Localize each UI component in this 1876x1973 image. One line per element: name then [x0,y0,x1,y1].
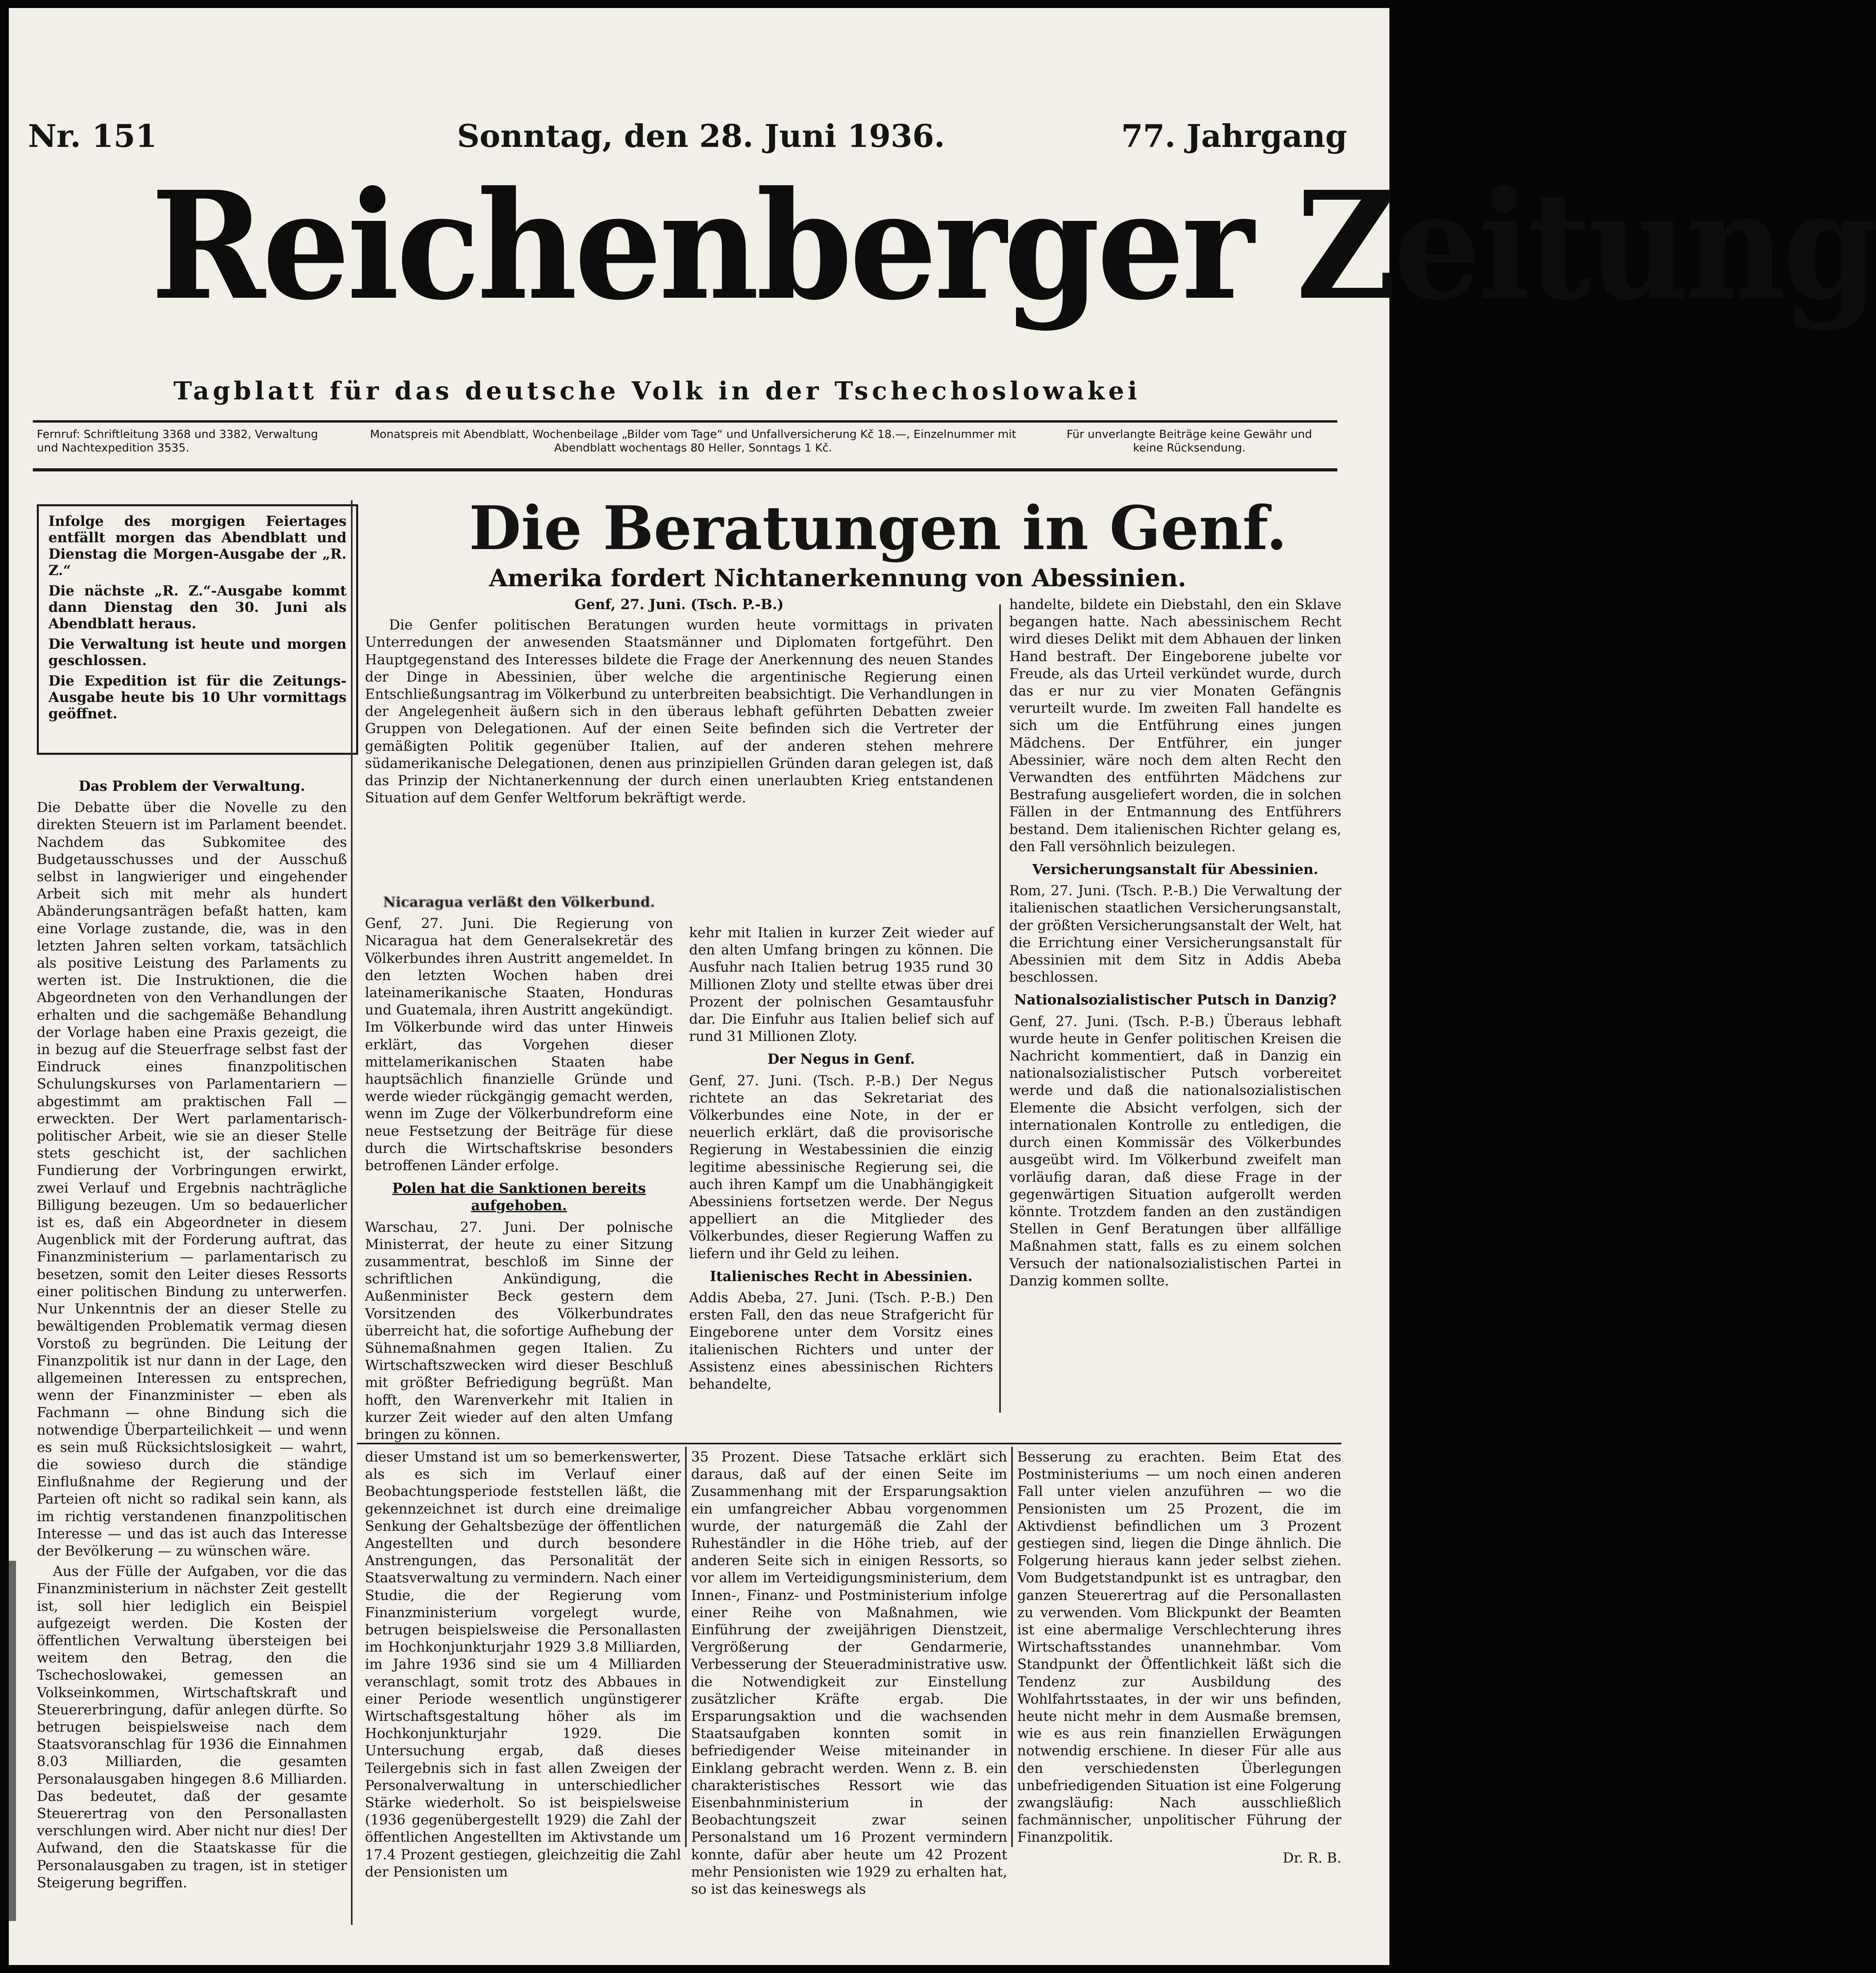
issue-date: Sonntag, den 28. Juni 1936. [457,118,945,154]
section-rule [357,1443,1341,1444]
abyssinia-law-text: handelte, bildete ein Diebstahl, den ein Sklave begangen hatte. Nach abessinischem Recht wird dieses Delikt mit dem Abhauen der linken Hand bestraft. Der Eingeborene jubelte vor Freude, als das Urteil verkündet wurde, durch das er nur zu vier Monaten Gefängnis verurteilt wurde. Im zweiten Fall handelte es sich um die Entführung eines jungen Mädchens. Der Entführer, ein junger Abessinier, wäre noch dem alten Recht den Verwandten des entführten Mädchens zur Bestrafung ausgeliefert worden, die in solchen Fällen in der Entmannung des Entführers bestand. Dem italienischen Richter gelang es, den Fall versöhnlich beizulegen. [1009,597,1341,855]
bottom-column-3 [1017,1449,1341,1866]
main-subheadline: Amerika fordert Nichtanerkennung von Abessinien. [489,564,1187,592]
subheading-poland: Polen hat die Sanktionen bereits aufgehoben. [392,1181,646,1214]
lead-paragraph: Die Genfer politischen Beratungen wurden heute vormittags in privaten Unterredungen der anwesenden Staatsmänner und Diplomaten fortgeführt. Den Hauptgegenstand des Interesses bildete die Frage der Anerkennung des neuen Standes der Dinge in Abessinien, über welche die argentinische Regierung einen Entschließungsantrag im Völkerbund zu unterbreiten beabsichtigt. Die Verhandlungen in der Angelegenheit äußern sich in den überaus lebhaft geführten Debatten zweier Gruppen von Delegationen. Auf der einen Seite befinden sich die Vertreter der gemäßigten Politik gegenüber Italien, auf der anderen stehen mehrere südamerikanische Delegationen, denen aus prinzipiellen Gründen daran gelegen ist, daß das Prinzip der Nichtanerkennung der durch einen unerlaubten Krieg entstandenen Situation auf dem Genfer Weltforum bekräftigt werde. [365,617,993,806]
main-lead [365,596,993,884]
bottom-text-1: dieser Umstand ist um so bemerkenswerter, als es sich im Verlauf einer Beobachtungsperiode feststellen läßt, die gekennzeichnet ist durch eine dreimalige Senkung der Gehaltsbezüge der öffentlichen Angestellten und durch besondere Anstrengungen, das Personalität der Staatsverwaltung zu vermindern. Nach einer Studie, die der Regierung vom Finanzministerium vorgelegt wurde, betrugen beispielsweise die Personallasten im Hochkonjunkturjahr 1929 3.8 Milliarden, im Jahre 1936 sind sie um 4 Milliarden veranschlagt, somit trotz des Abbaues in einer Periode wesentlich ungünstigerer Wirtschaftsgestaltung höher als im Hochkonjunkturjahr 1929. Die Untersuchung ergab, daß dieses Teilergebnis sich in fast allen Zweigen der Personalverwaltung in unterschiedlicher Stärke wiederholt. So ist beispielsweise (1936 gegenübergestellt 1929) die Zahl der öffentlichen Angestellten im Aktivstande um 17.4 Prozent gestiegen, gleichzeitig die Zahl der Pensionisten um [365,1449,681,1880]
notice-text-4: Die Expedition ist für die Zeitungs-Ausgabe heute bis 10 Uhr vormittags geöffnet. [48,673,347,722]
rule-bottom [33,468,1337,471]
main-column-b [689,924,993,1441]
disclaimer-info: Für unverlangte Beiträge keine Gewähr und keine Rücksendung. [1066,427,1312,454]
notice-text-1: Infolge des morgigen Feiertages entfällt morgen das Abendblatt und Dienstag die Morgen-Ausgabe der „R. Z.“ [48,513,347,579]
issue-number: Nr. 151 [28,118,157,154]
dateline: Genf, 27. Juni. (Tsch. P.-B.) [574,597,784,613]
bottom-column-1 [365,1449,681,1880]
scan-edge [0,1561,16,1921]
column-rule [1011,1447,1013,1847]
phone-info: Fernruf: Schriftleitung 3368 und 3382, Verwaltung und Nachtexpedition 3535. [37,427,318,454]
newspaper-title: Reichenberger Zeitung [151,159,1876,333]
left-article-paragraph: Aus der Fülle der Aufgaben, vor die das Finanzministerium in nächster Zeit gestellt ist, soll hier lediglich ein Beispiel aufgezeigt werden. Die Kosten der öffentlichen Verwaltung übersteigen bei weitem den Betrag, den die Tschechoslowakei, gemessen an Volkseinkommen, Wirtschaftskraft und Steuererbringung, dafür anlegen dürfte. So betrugen beispielsweise nach dem Staatsvoranschlag für 1936 die Einnahmen 8.03 Milliarden, die gesamten Personalausgaben hingegen 8.6 Milliarden. Das bedeutet, daß der gesamte Steuerertrag von den Personallasten verschlungen wird. Aber nicht nur dies! Der Aufwand, den die Staatskasse für die Personalausgaben zu tragen, ist in stetiger Steigerung begriffen. [37,1564,347,1891]
left-article [37,772,347,1891]
subheading-nicaragua: Nicaragua verläßt den Völkerbund. [383,894,655,910]
left-article-paragraph: Die Debatte über die Novelle zu den direkten Steuern ist im Parlament beendet. Nachdem das Subkomitee des Budgetausschusses und der Ausschuß selbst in langwieriger und eingehender Arbeit sich mit mehr als hundert Abänderungsanträgen befaßt hatten, kam eine Vorlage zustande, die, was in den letzten Jahren selten vorkam, tatsächlich als positive Leistung des Parlaments zu werten ist. Die Instruktionen, die die Abgeordneten von den Verhandlungen der erhalten und die sachgemäße Behandlung der Vorlage haben eine Praxis gezeigt, die in bezug auf die Steuerfrage selbst fast der Eindruck eines finanzpolitischen Schulungskurses von Parlamentariern — abgestimmt am praktischen Fall — erweckten. Der Wert parlamentarisch-politischer Arbeit, wie sie an dieser Stelle stets geschicht ist, der sachlichen Fundierung der Vorbringungen erwirkt, zwei Verlauf und Ergebnis nachträgliche Billigung bezeugen. Um so bedauerlicher ist es, daß ein Abgeordneter in diesem Augenblick mit der Forderung auftrat, das Finanzministerium — parlamentarisch zu besetzen, somit den Leiter dieses Ressorts einer politischen Bindung zu unterwerfen. Nur Unkenntnis der an dieser Stelle zu bewältigenden Problematik vermag diesen Vorstoß zu begründen. Die Leitung der Finanzpolitik ist nur dann in der Lage, den allgemeinen Interessen zu entsprechen, wenn der Finanzminister — eben als Fachmann — ohne Bindung sich die notwendige Überparteilichkeit — und wenn es sein muß Rücksichtslosigkeit — wahrt, die sowieso durch die ständige Einflußnahme der Regierung und der Parteien oft nicht so radikal sein kann, als im richtig verstandenen finanzpolitischen Interesse — und das ist auch das Interesse der Bevölkerung — zu wünschen wäre. [37,800,347,1559]
notice-box [37,504,358,755]
subheading-insurance: Versicherungsanstalt für Abessinien. [1032,862,1319,878]
bottom-text-3: Besserung zu erachten. Beim Etat des Postministeriums — um noch einen anderen Fall unter vielen anzuführen — wo die Pensionisten um 25 Prozent, die im Aktivdienst befindlichen um 3 Prozent gestiegen sind, liegen die Dinge ähnlich. Die Folgerung hieraus kann jeder selbst ziehen. Vom Budgetstandpunkt ist es untragbar, den ganzen Steuerertrag auf die Personallasten zu verwenden. Vom Blickpunkt der Beamten ist eine abermalige Verschlechterung ihres Wirtschaftsstandes unannehmbar. Vom Standpunkt der Öffentlichkeit läßt sich die Tendenz zur Ausbildung des Wohlfahrtsstaates, in der wir uns befinden, heute nicht mehr in dem Ausmaße bremsen, wie es aus rein finanziellen Erwägungen notwendig erschiene. In dieser Für alle aus den verschiedensten Überlegungen unbefriedigenden Situation ist eine Folgerung zwangsläufig: Nach ausschließlich fachmännischer, unpolitischer Führung der Finanzpolitik. [1017,1449,1341,1846]
main-column-a [365,888,673,1441]
danzig-text: Genf, 27. Juni. (Tsch. P.-B.) Überaus lebhaft wurde heute in Genfer politischen Kreisen die Nachricht kommentiert, daß in Danzig ein nationalsozialistischer Putsch vorbereitet werde und daß die nationalsozialistischen Elemente die Absicht verfolgen, sich der internationalen Kontrolle zu entledigen, die durch einen Kommissär des Völkerbundes ausgeübt wird. Im Völkerbund zweifelt man vorläufig daran, daß diese Frage in der gegenwärtigen Situation aufgerollt werden könnte. Trotzdem fanden an den zuständigen Stellen in Genf Beratungen über allfällige Maßnahmen statt, falls es zu einem solchen Versuch der nationalsozialistischen Partei in Danzig kommen sollte. [1009,1013,1341,1289]
trade-text: kehr mit Italien in kurzer Zeit wieder auf den alten Umfang bringen zu können. Die Ausfuhr nach Italien betrug 1935 rund 30 Millionen Zloty und stellte etwas über drei Prozent der polnischen Gesamtausfuhr dar. Die Einfuhr aus Italien belief sich auf rund 31 Millionen Zloty. [689,925,993,1045]
left-article-heading: Das Problem der Verwaltung. [78,778,305,794]
main-column-c [1009,596,1341,1437]
newspaper-subtitle: Tagblatt für das deutsche Volk in der Tschechoslowakei [173,376,1141,405]
notice-text-2: Die nächste „R. Z.“-Ausgabe kommt dann Dienstag den 30. Juni als Abendblatt heraus. [48,583,347,632]
insurance-text: Rom, 27. Juni. (Tsch. P.-B.) Die Verwaltung der italienischen staatlichen Versicherungsanstalt, der größten Versicherungsanstalt der Welt, hat die Errichtung einer Versicherungsanstalt für Abessinien mit dem Sitz in Addis Abeba beschlossen. [1009,883,1341,986]
subheading-italian-law: Italienisches Recht in Abessinien. [710,1268,973,1285]
negus-text: Genf, 27. Juni. (Tsch. P.-B.) Der Negus richtete an das Sekretariat des Völkerbundes eine Note, in der er neuerlich erklärt, daß die provisorische Regierung in Westabessinien die einzig legitime abessinische Regierung sei, die auch ihren Kampf um die Unabhängigkeit Abessiniens fortsetzen werde. Der Negus appelliert an die Mitglieder des Völkerbundes, dieser Regierung Waffen zu liefern und ihr Geld zu leihen. [689,1073,993,1262]
poland-text: Warschau, 27. Juni. Der polnische Ministerrat, der heute zu einer Sitzung zusammentrat, beschloß im Sinne der schriftlichen Ankündigung, die Außenminister Beck gestern dem Vorsitzenden des Völkerbundrates überreicht hat, die sofortige Aufhebung der Sühnemaßnahmen gegen Italien. Zu Wirtschaftszwecken wird dieser Beschluß mit größter Befriedigung begrüßt. Man hofft, den Warenverkehr mit Italien in kurzer Zeit wieder auf den alten Umfang bringen zu können. [365,1219,673,1443]
notice-text-3: Die Verwaltung ist heute und morgen geschlossen. [48,636,347,669]
subheading-negus: Der Negus in Genf. [767,1051,915,1068]
column-rule [999,604,1001,1413]
rule-top [33,420,1337,423]
column-rule [685,1447,687,1847]
italian-law-text: Addis Abeba, 27. Juni. (Tsch. P.-B.) Den ersten Fall, den das neue Strafgericht für Eingeborene unter dem Vorsitz eines italienischen Richters und unter der Assistenz eines abessinischen Richters behandelte, [689,1290,993,1393]
column-rule [351,500,353,1925]
bottom-column-2 [691,1449,1007,1898]
newspaper-page [9,8,1876,1965]
main-headline: Die Beratungen in Genf. [469,493,1287,563]
bottom-text-2: 35 Prozent. Diese Tatsache erklärt sich daraus, daß auf der einen Seite im Zusammenhang mit der Ersparungsaktion ein umfangreicher Abbau vorgenommen wurde, der naturgemäß die Zahl der Ruheständler in die Höhe trieb, auf der anderen Seite sich in einigen Ressorts, so vor allem im Verteidigungsministerium, dem Innen-, Finanz- und Postministerium infolge einer Reihe von Maßnahmen, wie Einführung der zweijährigen Dienstzeit, Vergrößerung der Gendarmerie, Verbesserung der Steueradministrative usw. die Notwendigkeit zur Einstellung zusätzlicher Kräfte ergab. Die Ersparungsaktion und die wachsenden Staatsaufgaben konnten somit in befriedigender Weise miteinander in Einklang gebracht werden. Wenn z. B. ein charakteristisches Ressort wie das Eisenbahnministerium in der Beobachtungszeit zwar seinen Personalstand um 16 Prozent vermindern konnte, dafür aber heute um 42 Prozent mehr Pensionisten wie 1929 zu erhalten hat, so ist das keineswegs als [691,1449,1007,1898]
volume-year: 77. Jahrgang [1121,118,1347,154]
signature: Dr. R. B. [1283,1850,1341,1866]
nicaragua-text: Genf, 27. Juni. Die Regierung von Nicaragua hat dem Generalsekretär des Völkerbundes ihren Austritt angemeldet. In den letzten Wochen haben drei lateinamerikanische Staaten, Honduras und Guatemala, ihren Austritt angekündigt. Im Völkerbunde wird das unter Hinweis erklärt, das Vorgehen dieser mittelamerikanischen Staaten habe hauptsächlich finanzielle Gründe und werde wieder rückgängig gemacht werden, wenn im Zuge der Völkerbundreform eine neue Festsetzung der Beiträge für diese durch die Wirtschaftskrise besonders betroffenen Länder erfolge. [365,916,673,1174]
subheading-danzig: Nationalsozialistischer Putsch in Danzig? [1014,992,1337,1009]
price-info: Monatspreis mit Abendblatt, Wochenbeilage „Bilder vom Tage“ und Unfallversicherung Kč 18.—, Einzelnummer mit Abendblatt wochentags 80 Heller, Sonntags 1 Kč. [370,427,1016,454]
